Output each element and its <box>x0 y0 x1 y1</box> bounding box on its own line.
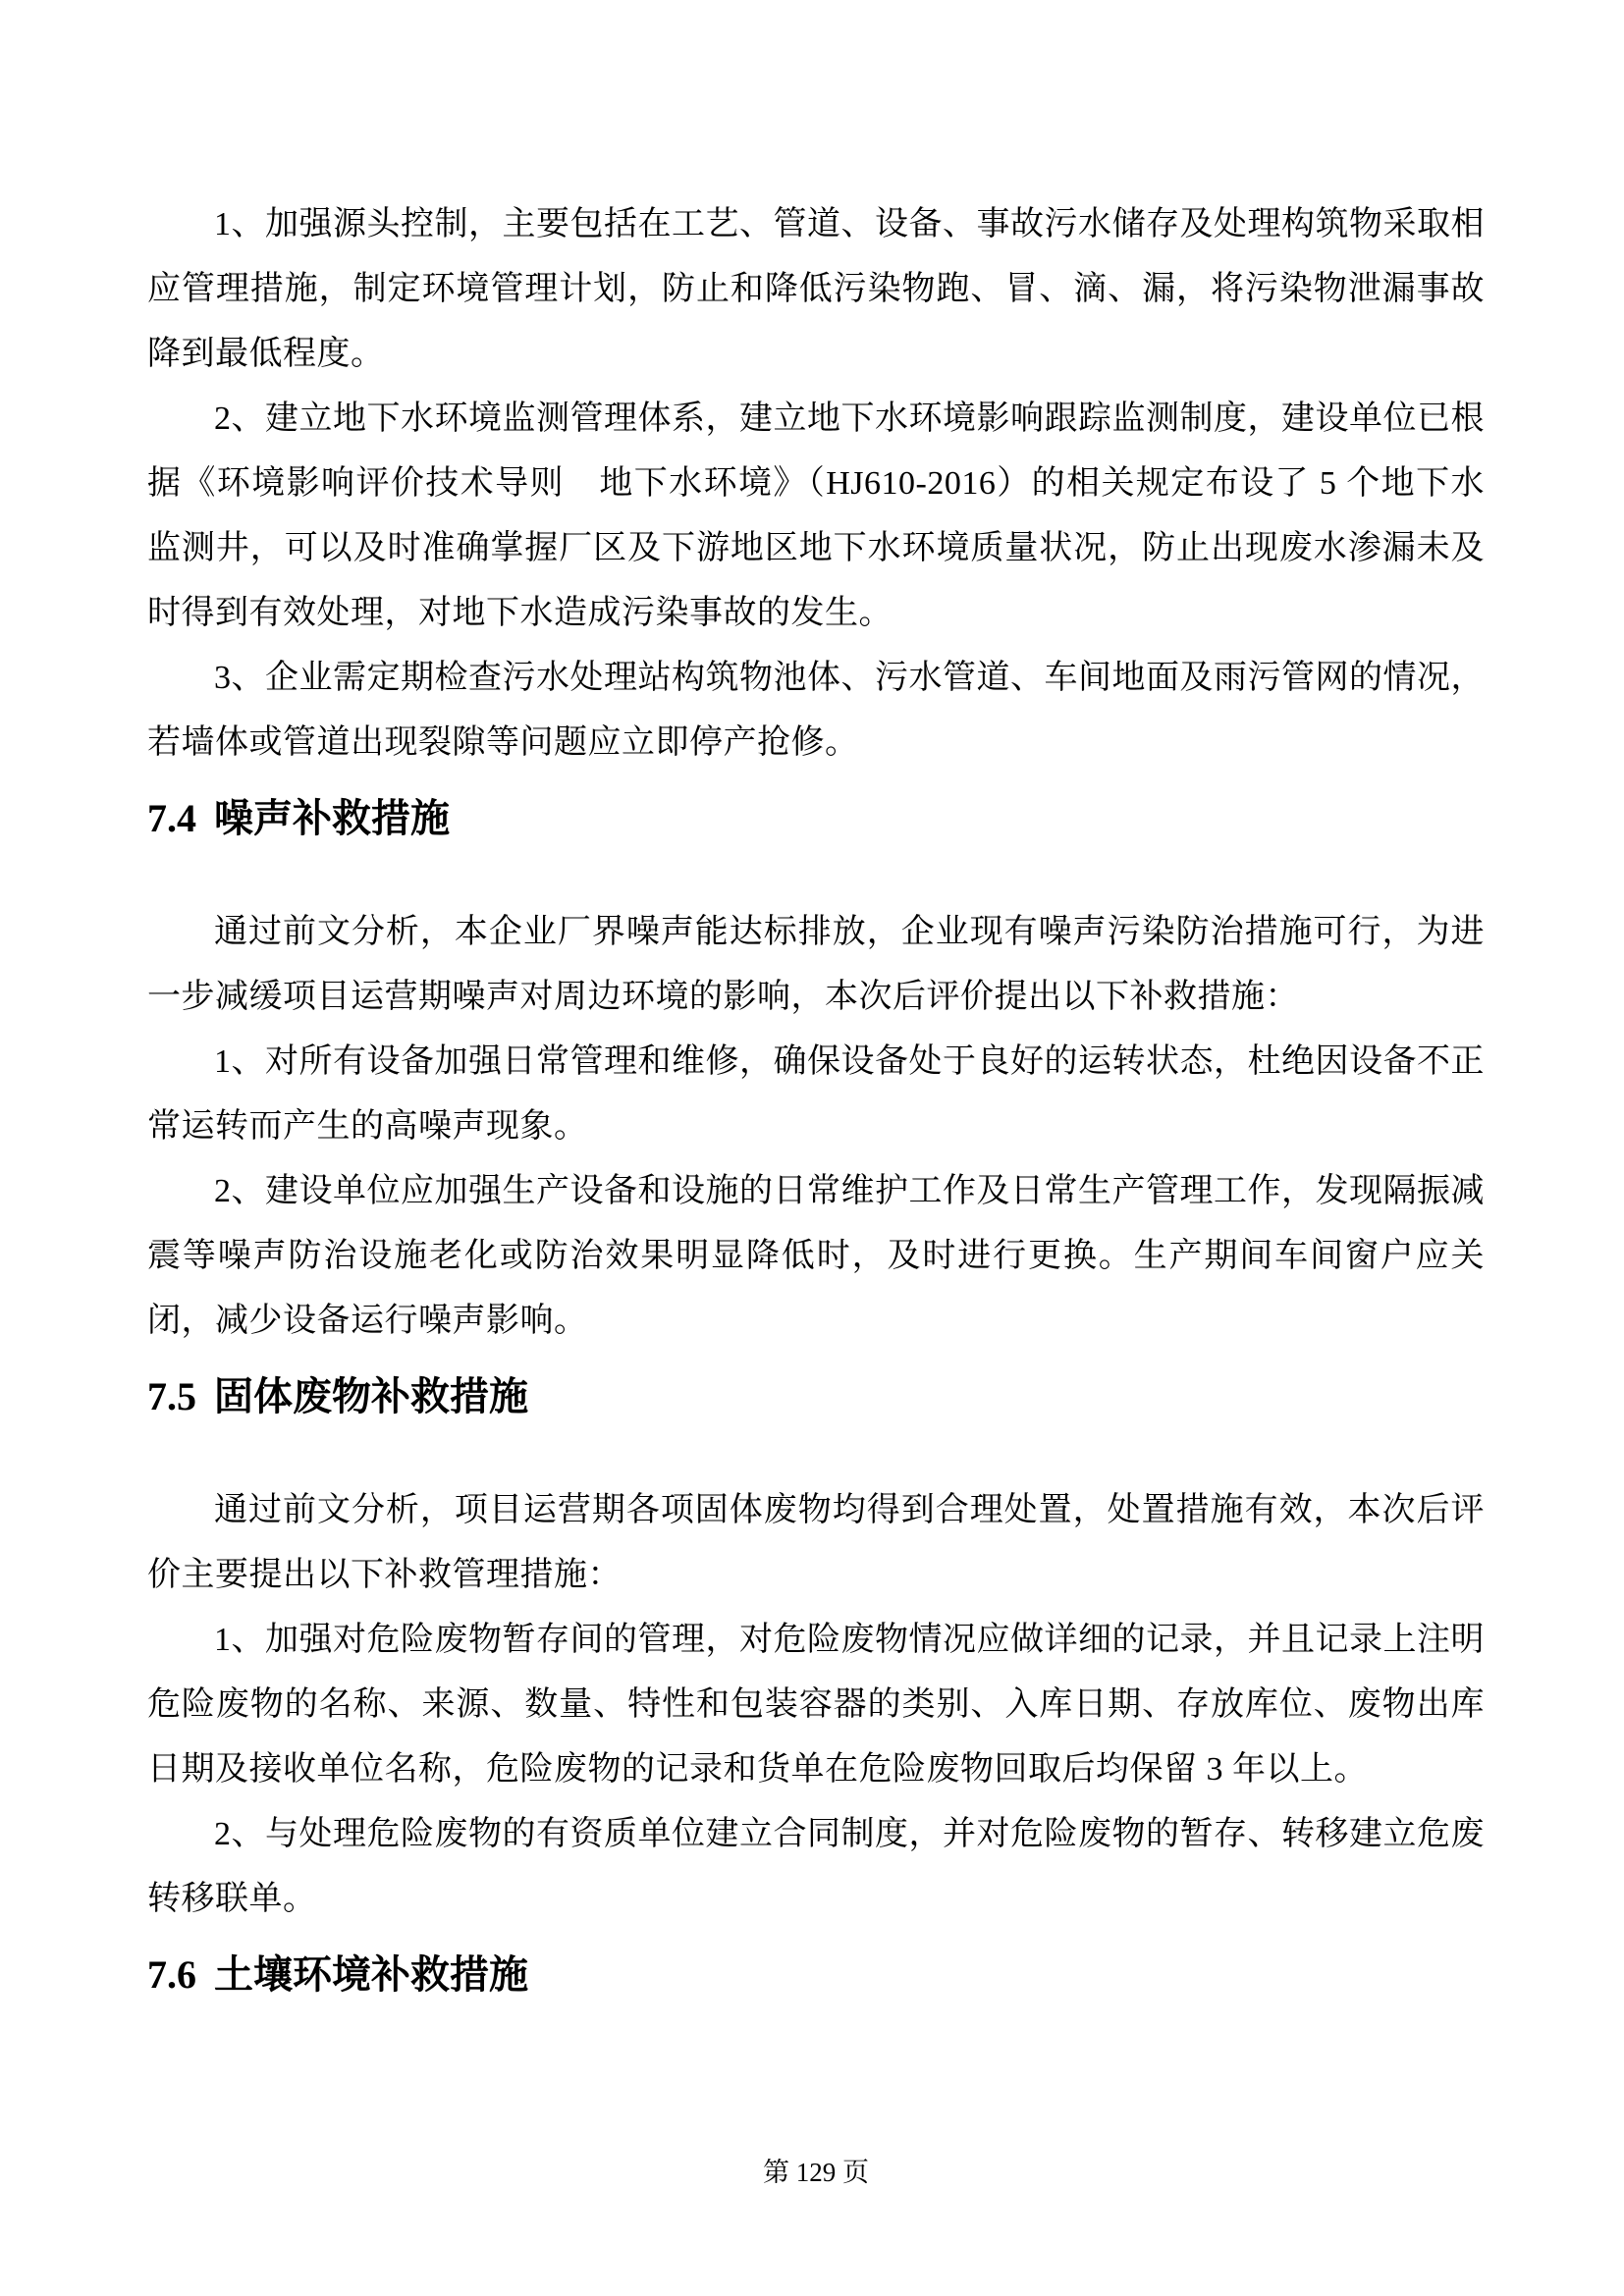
paragraph-noise-measure-1: 1、对所有设备加强日常管理和维修，确保设备处于良好的运转状态，杜绝因设备不正常运转而产生的高噪声现象。 <box>147 1043 1485 1145</box>
page-footer <box>147 2158 1485 2187</box>
paragraph-solid-waste-intro: 通过前文分析，项目运营期各项固体废物均得到合理处置，处置措施有效，本次后评价主要提出以下补救管理措施： <box>147 1492 1485 1593</box>
paragraph-solid-waste-measure-1: 1、加强对危险废物暂存间的管理，对危险废物情况应做详细的记录，并且记录上注明危险废物的名称、来源、数量、特性和包装容器的类别、入库日期、存放库位、废物出库日期及接收单位名称，危险废物的记录和货单在危险废物回取后均保留 3 年以上。 <box>147 1622 1485 1788</box>
paragraph-solid-waste-measure-2: 2、与处理危险废物的有资质单位建立合同制度，并对危险废物的暂存、转移建立危废转移联单。 <box>147 1816 1485 1917</box>
section-heading-7-4 <box>147 795 1485 842</box>
paragraph-noise-intro: 通过前文分析，本企业厂界噪声能达标排放，企业现有噪声污染防治措施可行，为进一步减缓项目运营期噪声对周边环境的影响，本次后评价提出以下补救措施： <box>147 914 1485 1015</box>
section-title-noise: 噪声补救措施 <box>214 796 450 840</box>
page-number: 第 129 页 <box>763 2158 869 2187</box>
section-number-7-5: 7.5 <box>147 1374 196 1418</box>
paragraph-groundwater-measure-1: 1、加强源头控制，主要包括在工艺、管道、设备、事故污水储存及处理构筑物采取相应管理措施，制定环境管理计划，防止和降低污染物跑、冒、滴、漏，将污染物泄漏事故降到最低程度。 <box>147 206 1485 372</box>
paragraph-groundwater-measure-3: 3、企业需定期检查污水处理站构筑物池体、污水管道、车间地面及雨污管网的情况，若墙体或管道出现裂隙等问题应立即停产抢修。 <box>147 660 1485 761</box>
section-number-7-4: 7.4 <box>147 796 196 840</box>
section-title-soil: 土壤环境补救措施 <box>214 1952 528 1997</box>
section-heading-7-6 <box>147 1951 1485 1999</box>
paragraph-noise-measure-2: 2、建设单位应加强生产设备和设施的日常维护工作及日常生产管理工作，发现隔振减震等噪声防治设施老化或防治效果明显降低时，及时进行更换。生产期间车间窗户应关闭，减少设备运行噪声影响。 <box>147 1173 1485 1339</box>
section-number-7-6: 7.6 <box>147 1952 196 1997</box>
section-title-solid-waste: 固体废物补救措施 <box>214 1374 528 1418</box>
section-heading-7-5 <box>147 1373 1485 1420</box>
paragraph-groundwater-measure-2: 2、建立地下水环境监测管理体系，建立地下水环境影响跟踪监测制度，建设单位已根据《环境影响评价技术导则 地下水环境》（HJ610-2016）的相关规定布设了 5 个地下水监测井，可以及时准确掌握厂区及下游地区地下水环境质量状况，防止出现废水渗漏未及时得到有效处理，对地下水造成污染事故的发生。 <box>147 400 1485 631</box>
